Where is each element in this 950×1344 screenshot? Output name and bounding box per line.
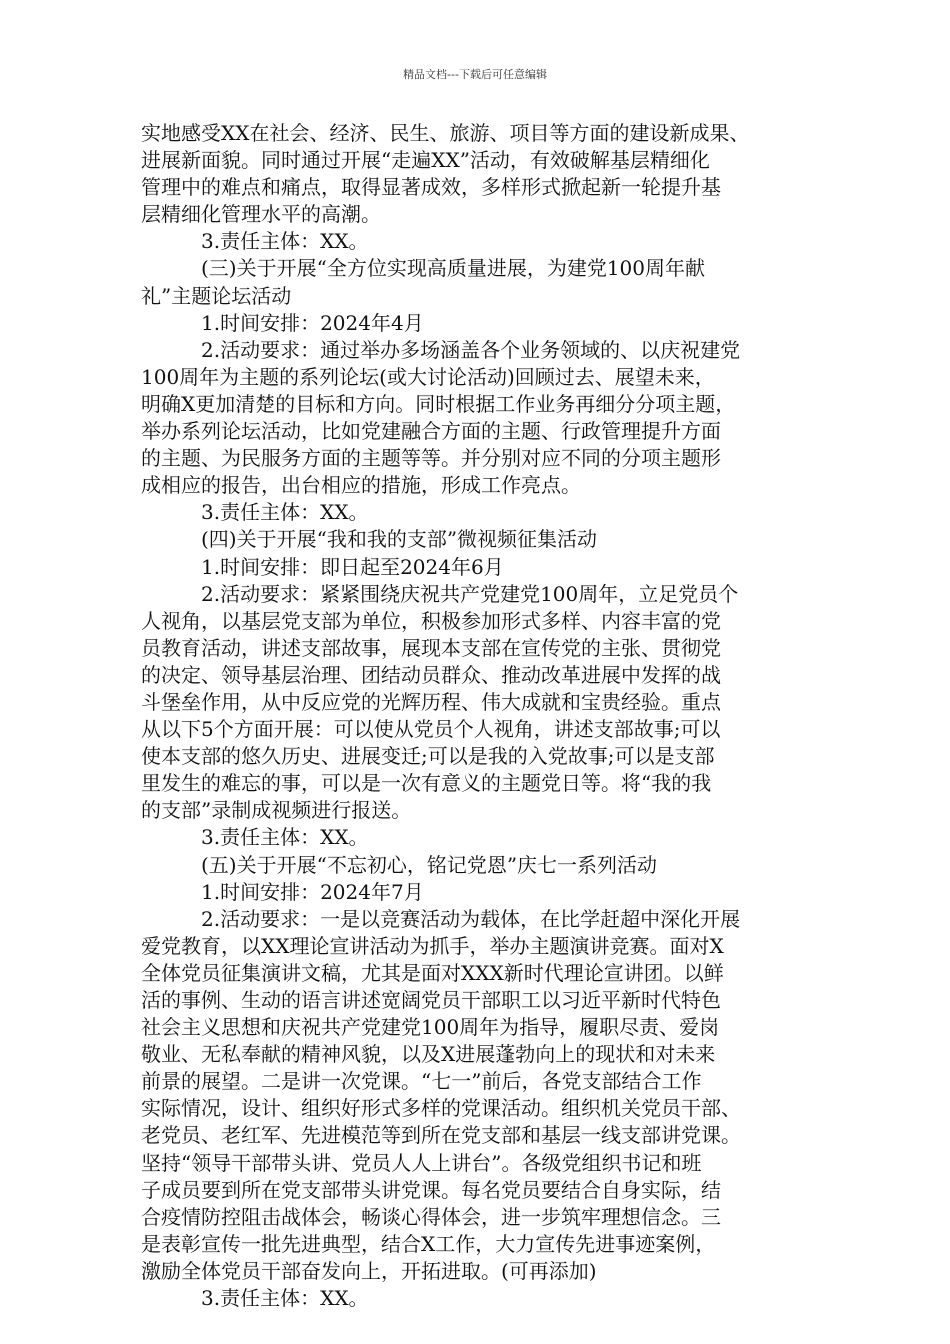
text-line: 活的事例、生动的语言讲述宽阔党员干部职工以习近平新时代特色 bbox=[141, 988, 721, 1012]
text-line: 层精细化管理水平的高潮。 bbox=[141, 202, 381, 227]
text-line: 员教育活动，讲述支部故事，展现本支部在宣传党的主张、贯彻党 bbox=[141, 635, 721, 660]
text-line: 激励全体党员干部奋发向上，开拓进取。(可再添加) bbox=[141, 1258, 597, 1283]
responsibility-line: 3.责任主体：XX。 bbox=[201, 229, 369, 254]
text-line: 100周年为主题的系列论坛(或大讨论活动)回顾过去、展望未来， bbox=[141, 364, 715, 389]
text-line: 的决定、领导基层治理、团结动员群众、推动改革进展中发挥的战 bbox=[141, 662, 721, 687]
text-line: 管理中的难点和痛点，取得显著成效，多样形式掀起新一轮提升基 bbox=[141, 175, 721, 200]
text-line: 实际情况，设计、组织好形式多样的党课活动。组织机关党员干部、 bbox=[141, 1096, 741, 1121]
schedule-line: 1.时间安排：2024年4月 bbox=[201, 310, 424, 335]
requirement-line: 2.活动要求：通过举办多场涵盖各个业务领域的、以庆祝建党 bbox=[201, 337, 741, 362]
text-line: 成相应的报告，出台相应的措施，形成工作亮点。 bbox=[141, 473, 581, 498]
text-line: 人视角，以基层党支部为单位，积极参加形式多样、内容丰富的党 bbox=[141, 608, 721, 633]
section-heading-3: (三)关于开展“全方位实现高质量进展，为建党100周年献 bbox=[201, 256, 706, 281]
responsibility-line: 3.责任主体：XX。 bbox=[201, 825, 369, 850]
schedule-line: 1.时间安排：即日起至2024年6月 bbox=[201, 554, 504, 579]
text-line: 老党员、老红军、先进模范等到所在党支部和基层一线支部讲党课。 bbox=[141, 1123, 741, 1148]
document-body bbox=[141, 120, 831, 1312]
text-line: 进展新面貌。同时通过开展“走遍XX”活动，有效破解基层精细化 bbox=[141, 148, 710, 173]
text-line: 从以下5个方面开展：可以使从党员个人视角，讲述支部故事;可以 bbox=[141, 717, 721, 742]
text-line: 的支部”录制成视频进行报送。 bbox=[141, 798, 412, 823]
text-line: 前景的展望。二是讲一次党课。“七一”前后，各党支部结合工作 bbox=[141, 1069, 702, 1094]
page-header: 精品文档---下载后可任意编辑 bbox=[403, 68, 547, 81]
responsibility-line: 3.责任主体：XX。 bbox=[201, 1286, 369, 1311]
text-line: 斗堡垒作用，从中反应党的光辉历程、伟大成就和宝贵经验。重点 bbox=[141, 689, 721, 714]
text-line: 敬业、无私奉献的精神风貌，以及X进展蓬勃向上的现状和对未来 bbox=[141, 1042, 716, 1067]
text-line: 里发生的难忘的事，可以是一次有意义的主题党日等。将“我的我 bbox=[141, 771, 712, 796]
section-heading-3-cont: 礼”主题论坛活动 bbox=[141, 283, 292, 308]
text-line: 合疫情防控阻击战体会，畅谈心得体会，进一步筑牢理想信念。三 bbox=[141, 1204, 721, 1229]
text-line: 明确X更加清楚的目标和方向。同时根据工作业务再细分分项主题， bbox=[141, 391, 736, 416]
text-line: 是表彰宣传一批先进典型，结合X工作，大力宣传先进事迹案例， bbox=[141, 1231, 716, 1256]
responsibility-line: 3.责任主体：XX。 bbox=[201, 500, 369, 525]
text-line: 全体党员征集演讲文稿，尤其是面对XXX新时代理论宣讲团。以鲜 bbox=[141, 960, 724, 985]
text-line: 实地感受XX在社会、经济、民生、旅游、项目等方面的建设新成果、 bbox=[141, 121, 750, 145]
text-line: 爱党教育，以XX理论宣讲活动为抓手，举办主题演讲竞赛。面对X bbox=[141, 933, 724, 958]
text-line: 使本支部的悠久历史、进展变迁;可以是我的入党故事;可以是支部 bbox=[141, 744, 715, 769]
text-line: 社会主义思想和庆祝共产党建党100周年为指导，履职尽责、爱岗 bbox=[141, 1015, 720, 1040]
section-heading-5: (五)关于开展“不忘初心，铭记党恩”庆七一系列活动 bbox=[201, 852, 658, 877]
text-line: 举办系列论坛活动，比如党建融合方面的主题、行政管理提升方面 bbox=[141, 419, 721, 444]
section-heading-4: (四)关于开展“我和我的支部”微视频征集活动 bbox=[201, 527, 598, 552]
text-line: 子成员要到所在党支部带头讲党课。每名党员要结合自身实际，结 bbox=[141, 1177, 721, 1202]
text-line: 的主题、为民服务方面的主题等等。并分别对应不同的分项主题形 bbox=[141, 446, 721, 471]
schedule-line: 1.时间安排：2024年7月 bbox=[201, 879, 424, 904]
text-line: 坚持“领导干部带头讲、党员人人上讲台”。各级党组织书记和班 bbox=[141, 1150, 702, 1175]
requirement-line: 2.活动要求：一是以竞赛活动为载体，在比学赶超中深化开展 bbox=[201, 906, 741, 931]
requirement-line: 2.活动要求：紧紧围绕庆祝共产党建党100周年，立足党员个 bbox=[201, 581, 739, 606]
